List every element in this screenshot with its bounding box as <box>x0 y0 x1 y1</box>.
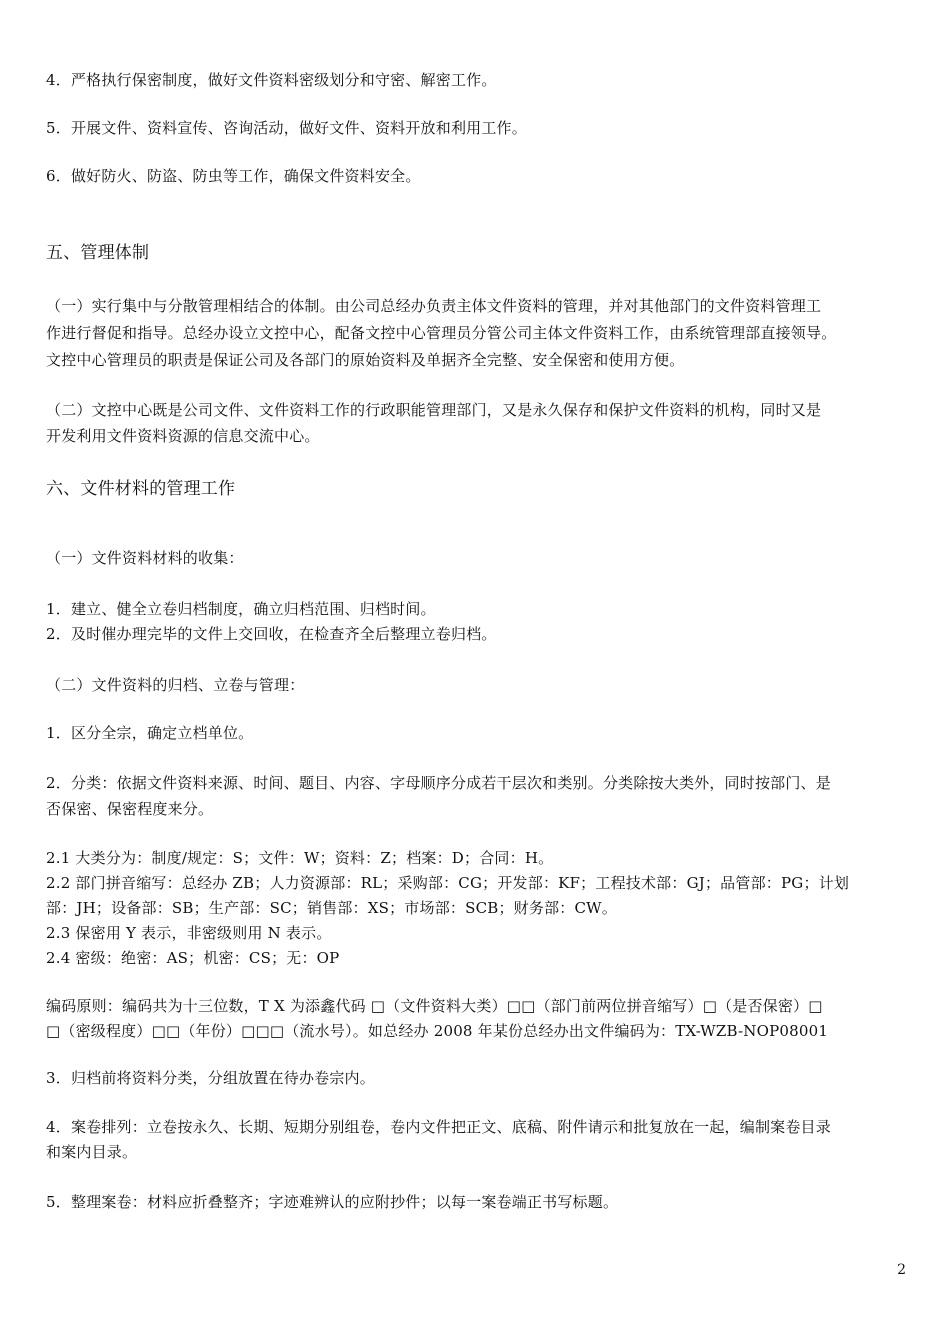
text-line: 2．及时催办理完毕的文件上交回收，在检查齐全后整理立卷归档。 <box>46 625 497 643</box>
text-line: 部：JH；设备部：SB；生产部：SC；销售部：XS；市场部：SCB；财务部：CW。 <box>46 899 617 917</box>
text-line: 和案内目录。 <box>46 1143 138 1161</box>
text-line: 2．分类：依据文件资料来源、时间、题目、内容、字母顺序分成若干层次和类别。分类除按大类外，同时按部门、是 <box>46 774 831 792</box>
text-line: 5．开展文件、资料宣传、咨询活动，做好文件、资料开放和利用工作。 <box>46 119 527 137</box>
text-line: （二）文件资料的归档、立卷与管理： <box>46 676 305 694</box>
text-line: 6．做好防火、防盗、防虫等工作，确保文件资料安全。 <box>46 167 421 185</box>
text-line: 3．归档前将资料分类，分组放置在待办卷宗内。 <box>46 1069 375 1087</box>
text-line: 2.2 部门拼音缩写：总经办 ZB；人力资源部：RL；采购部：CG；开发部：KF；工程技术部：GJ；品管部：PG；计划 <box>46 874 850 892</box>
text-line: 2.3 保密用 Y 表示，非密级则用 N 表示。 <box>46 924 332 942</box>
text-line: 作进行督促和指导。总经办设立文控中心，配备文控中心管理员分管公司主体文件资料工作，由系统管理部直接领导。 <box>46 324 837 342</box>
text-line: 1．区分全宗，确定立档单位。 <box>46 724 254 742</box>
text-line: （一）实行集中与分散管理相结合的体制。由公司总经办负责主体文件资料的管理，并对其他部门的文件资料管理工 <box>46 297 822 315</box>
text-line: 开发利用文件资料资源的信息交流中心。 <box>46 427 320 445</box>
section-heading: 五、管理体制 <box>46 243 150 263</box>
text-line: 1．建立、健全立卷归档制度，确立归档范围、归档时间。 <box>46 600 436 618</box>
text-line: 否保密、保密程度来分。 <box>46 800 214 818</box>
text-line: 4．案卷排列：立卷按永久、长期、短期分别组卷，卷内文件把正文、底稿、附件请示和批复放在一起，编制案卷目录 <box>46 1118 831 1136</box>
text-line: 编码原则：编码共为十三位数，T X 为添鑫代码 □（文件资料大类）□□（部门前两位拼音缩写）□（是否保密）□ <box>46 997 823 1015</box>
text-line: 2.4 密级：绝密：AS；机密：CS；无：OP <box>46 949 340 967</box>
text-line: 4．严格执行保密制度，做好文件资料密级划分和守密、解密工作。 <box>46 71 497 89</box>
text-line: 文控中心管理员的职责是保证公司及各部门的原始资料及单据齐全完整、安全保密和使用方便。 <box>46 351 685 369</box>
text-line: （一）文件资料材料的收集： <box>46 549 244 567</box>
section-heading: 六、文件材料的管理工作 <box>46 479 236 499</box>
page-number: 2 <box>897 1262 906 1278</box>
text-line: 5．整理案卷：材料应折叠整齐；字迹难辨认的应附抄件；以每一案卷端正书写标题。 <box>46 1193 619 1211</box>
text-line: （二）文控中心既是公司文件、文件资料工作的行政职能管理部门，又是永久保存和保护文件资料的机构，同时又是 <box>46 401 822 419</box>
text-line: □（密级程度）□□（年份）□□□（流水号）。如总经办 2008 年某份总经办出文件编码为：TX-WZB-NOP08001 <box>46 1022 829 1040</box>
text-line: 2.1 大类分为：制度/规定：S；文件：W；资料：Z；档案：D；合同：H。 <box>46 849 554 867</box>
